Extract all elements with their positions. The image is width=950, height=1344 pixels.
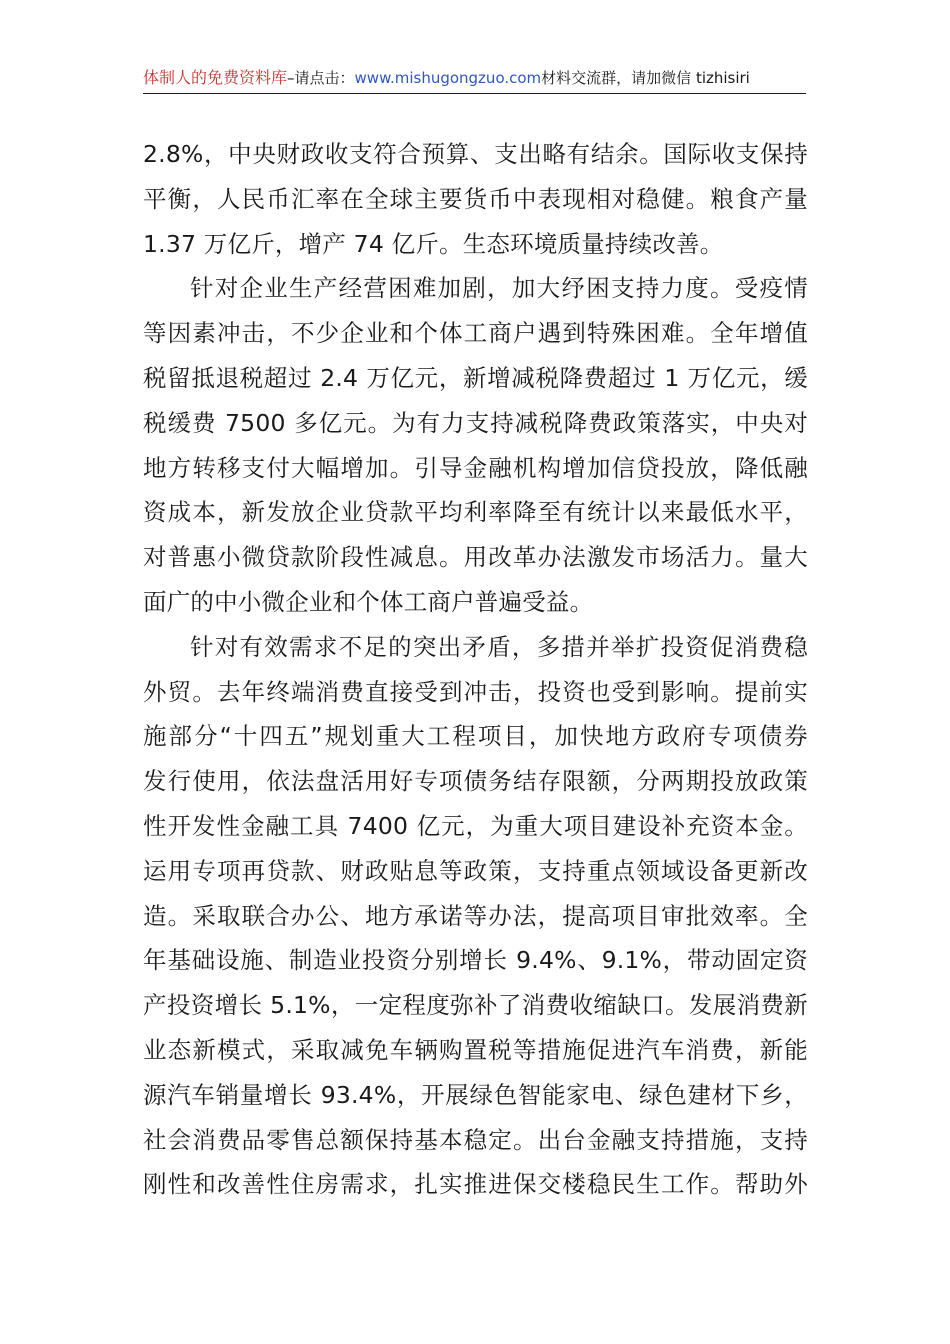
header-brand: 体制人的免费资料库 <box>143 68 288 87</box>
text-line: 源汽车销量增长 93.4%，开展绿色智能家电、绿色建材下乡， <box>143 1080 808 1109</box>
text-line: 外贸。去年终端消费直接受到冲击，投资也受到影响。提前实 <box>143 677 808 706</box>
text-line: 2.8%，中央财政收支符合预算、支出略有结余。国际收支保持 <box>143 140 808 168</box>
text-line: 年基础设施、制造业投资分别增长 9.4%、9.1%，带动固定资 <box>143 946 808 975</box>
paragraph-3 <box>143 625 808 1207</box>
text-line: 税留抵退税超过 2.4 万亿元，新增减税降费超过 1 万亿元，缓 <box>143 363 808 392</box>
header-link[interactable]: www.mishugongzuo.com <box>354 69 542 87</box>
text-line: 平衡，人民币汇率在全球主要货币中表现相对稳健。粮食产量 <box>143 184 808 213</box>
text-line: 运用专项再贷款、财政贴息等政策，支持重点领域设备更新改 <box>143 856 808 885</box>
text-line: 对普惠小微贷款阶段性减息。用改革办法激发市场活力。量大 <box>143 543 808 572</box>
text-line: 1.37 万亿斤，增产 74 亿斤。生态环境质量持续改善。 <box>143 229 724 258</box>
text-line: 地方转移支付大幅增加。引导金融机构增加信贷投放，降低融 <box>143 453 808 482</box>
text-line: 针对企业生产经营困难加剧，加大纾困支持力度。受疫情 <box>190 274 808 303</box>
text-line: 针对有效需求不足的突出矛盾，多措并举扩投资促消费稳 <box>190 632 808 661</box>
text-line: 等因素冲击，不少企业和个体工商户遇到特殊困难。全年增值 <box>143 319 808 348</box>
text-line: 面广的中小微企业和个体工商户普遍受益。 <box>143 587 594 616</box>
text-line: 发行使用，依法盘活用好专项债务结存限额，分两期投放政策 <box>143 767 808 796</box>
text-line: 性开发性金融工具 7400 亿元，为重大项目建设补充资本金。 <box>143 811 808 840</box>
header-prompt: –请点击： <box>287 69 355 87</box>
text-line: 造。采取联合办公、地方承诺等办法，提高项目审批效率。全 <box>143 901 808 930</box>
text-line: 社会消费品零售总额保持基本稳定。出台金融支持措施，支持 <box>143 1125 808 1154</box>
header-contact: 材料交流群，请加微信 tizhisiri <box>541 69 750 87</box>
text-line: 施部分“十四五”规划重大工程项目，加快地方政府专项债券 <box>143 722 808 751</box>
text-line: 资成本，新发放企业贷款平均利率降至有统计以来最低水平， <box>143 498 808 527</box>
text-line: 刚性和改善性住房需求，扎实推进保交楼稳民生工作。帮助外 <box>143 1170 808 1199</box>
page-header <box>143 62 806 94</box>
text-line: 业态新模式，采取减免车辆购置税等措施促进汽车消费，新能 <box>143 1035 808 1064</box>
document-body <box>143 132 808 1207</box>
paragraph-1 <box>143 132 808 266</box>
text-line: 税缓费 7500 多亿元。为有力支持减税降费政策落实，中央对 <box>143 408 808 437</box>
paragraph-2 <box>143 266 808 624</box>
text-line: 产投资增长 5.1%，一定程度弥补了消费收缩缺口。发展消费新 <box>143 991 808 1020</box>
